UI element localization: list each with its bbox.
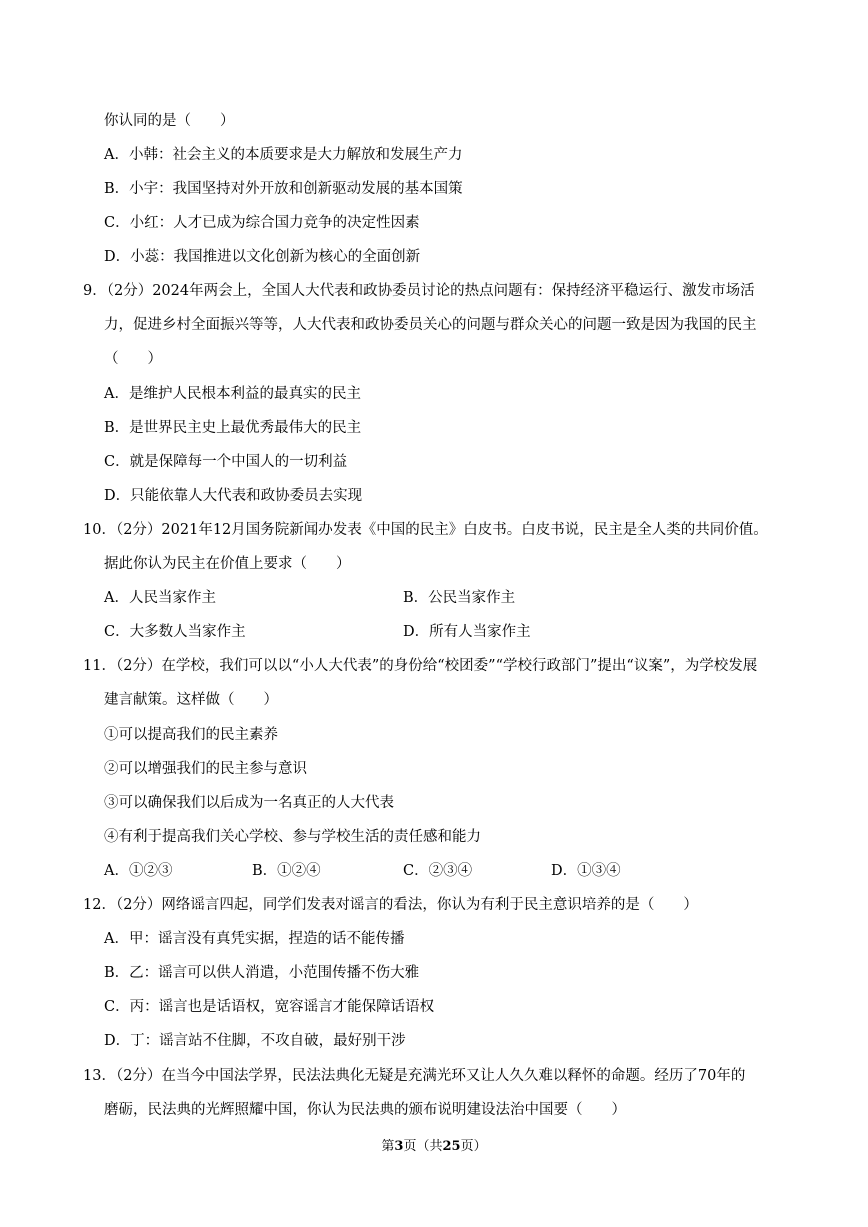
q13-stem-line-1: 13．（2分）在当今中国法学界，民法法典化无疑是充满光环又让人久久难以释怀的命题。经历了70年的 [83,1068,746,1084]
q13-stem-line-2: 磨砺，民法典的光辉照耀中国，你认为民法典的颁布说明建设法治中国要（ ） [104,1102,626,1118]
q10-option-b: B．公民当家作主 [403,590,516,606]
q9-stem-line-3: （ ） [104,351,162,367]
footer-page-number: 3 [394,1139,404,1154]
q12-option-c: C．丙：谣言也是话语权，宽容谣言才能保障话语权 [104,999,435,1015]
q11-option-d: D．①③④ [551,863,621,879]
q11-stem-line-1: 11．（2分）在学校，我们可以以“小人大代表”的身份给“校团委”“学校行政部门”提出“议案”，为学校发展 [83,658,758,674]
q8-option-c: C．小红：人才已成为综合国力竞争的决定性因素 [104,215,420,231]
q8-option-d: D．小蕊：我国推进以文化创新为核心的全面创新 [104,249,421,265]
q8-stem-tail: 你认同的是（ ） [104,113,235,129]
q11-option-a: A．①②③ [104,863,173,879]
q10-option-a: A．人民当家作主 [104,590,216,606]
q9-stem-line-1: 9．（2分）2024年两会上，全国人大代表和政协委员讨论的热点问题有：保持经济平稳运行、激发市场活 [83,283,755,299]
q10-option-c: C．大多数人当家作主 [104,624,246,640]
q10-stem-line-1: 10．（2分）2021年12月国务院新闻办发表《中国的民主》白皮书。白皮书说，民主是全人类的共同价值。 [83,522,768,538]
q11-statement-3: ③可以确保我们以后成为一名真正的人大代表 [104,795,394,811]
footer-prefix: 第 [381,1139,395,1154]
q11-statement-2: ②可以增强我们的民主参与意识 [104,761,307,777]
q12-option-d: D．丁：谣言站不住脚，不攻自破，最好别干涉 [104,1033,406,1049]
q9-stem-line-2: 力，促进乡村全面振兴等等，人大代表和政协委员关心的问题与群众关心的问题一致是因为我国的民主 [104,317,757,333]
q10-stem-line-2: 据此你认为民主在价值上要求（ ） [104,556,351,572]
footer-suffix: 页） [460,1139,487,1154]
q9-option-c: C．就是保障每一个中国人的一切利益 [104,454,348,470]
q11-option-c: C．②③④ [403,863,473,879]
page-footer [0,1137,868,1157]
q10-option-d: D．所有人当家作主 [403,624,531,640]
q8-option-a: A．小韩：社会主义的本质要求是大力解放和发展生产力 [104,147,463,163]
q11-statement-4: ④有利于提高我们关心学校、参与学校生活的责任感和能力 [104,829,481,845]
q11-stem-line-2: 建言献策。这样做（ ） [104,692,278,708]
q8-option-b: B．小宇：我国坚持对外开放和创新驱动发展的基本国策 [104,181,463,197]
q12-option-a: A．甲：谣言没有真凭实据，捏造的话不能传播 [104,931,405,947]
q12-option-b: B．乙：谣言可以供人消遣，小范围传播不伤大雅 [104,965,420,981]
q11-option-b: B．①②④ [252,863,321,879]
q12-stem-line-1: 12．（2分）网络谣言四起，同学们发表对谣言的看法，你认为有利于民主意识培养的是（ ） [83,897,698,913]
footer-total-pages: 25 [442,1139,461,1154]
q9-option-d: D．只能依靠人大代表和政协委员去实现 [104,488,363,504]
q11-statement-1: ①可以提高我们的民主素养 [104,727,278,743]
q9-option-b: B．是世界民主史上最优秀最伟大的民主 [104,420,362,436]
q9-option-a: A．是维护人民根本利益的最真实的民主 [104,386,361,402]
footer-middle: 页（共 [403,1139,443,1154]
